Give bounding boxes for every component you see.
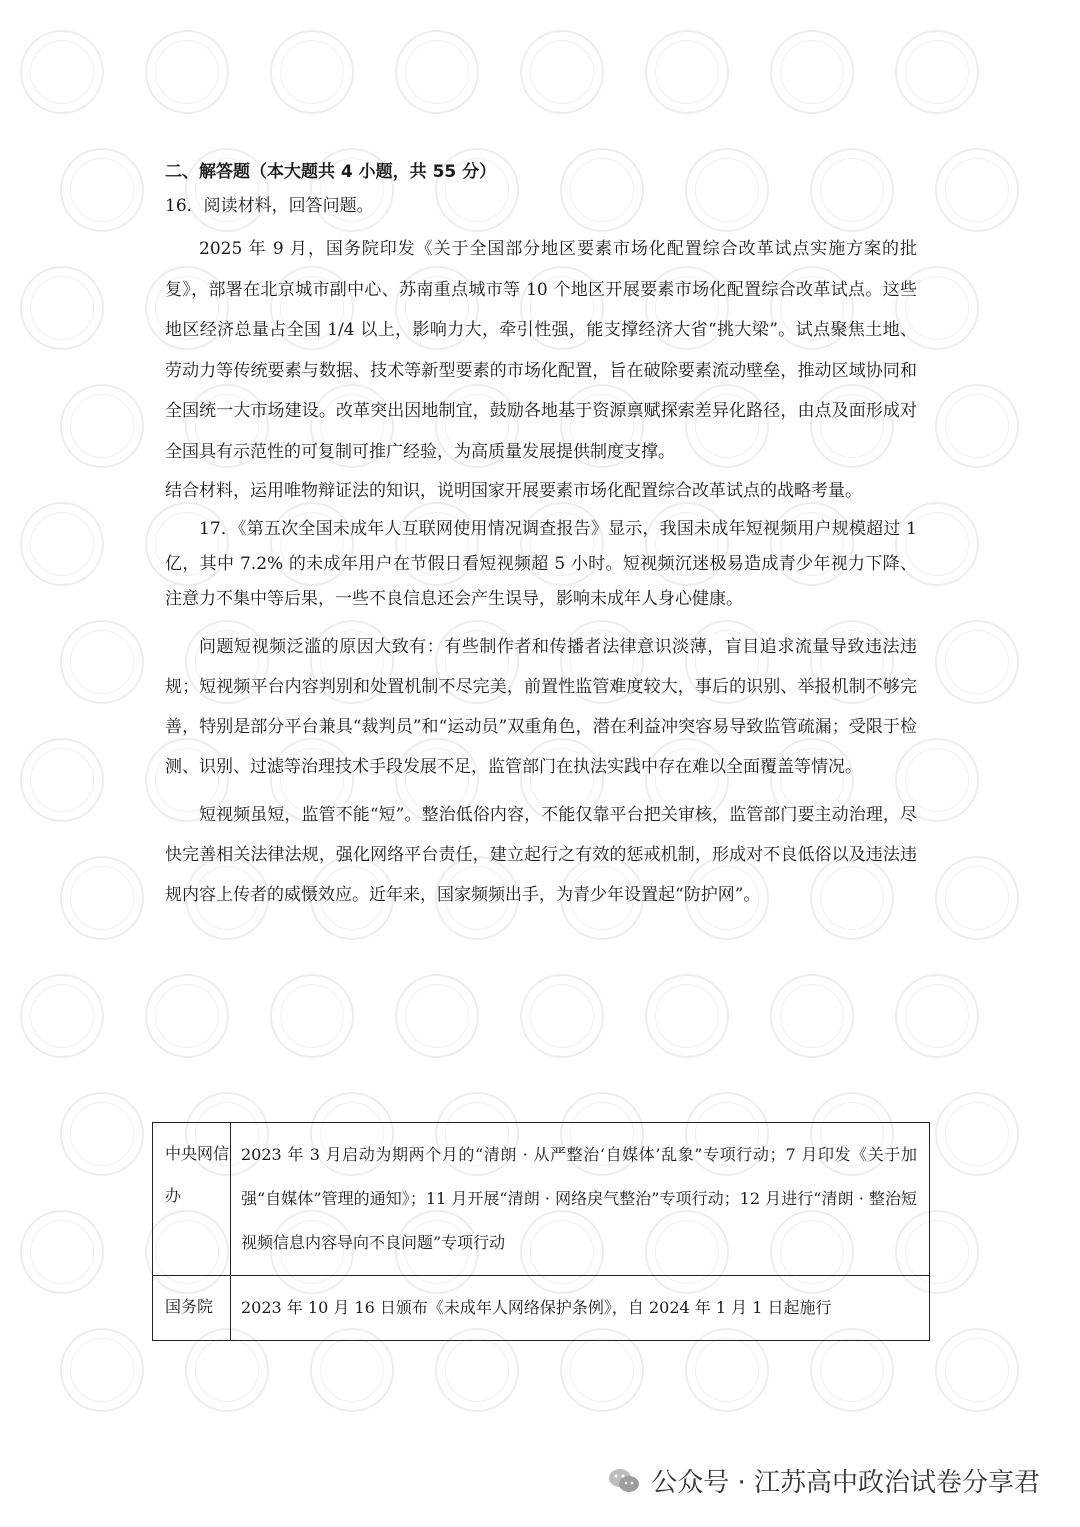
document-body <box>165 155 917 915</box>
question-16-prompt: 16．阅读材料，回答问题。 <box>165 196 374 216</box>
table-row <box>153 1276 929 1340</box>
watermark-seal <box>254 14 371 131</box>
watermark-seal <box>754 14 871 131</box>
watermark-seal <box>4 14 121 131</box>
watermark-seal <box>919 604 1036 721</box>
watermark-seal <box>44 368 161 485</box>
table-row-head: 中央网信办 <box>153 1123 231 1275</box>
watermark-seal <box>4 1194 121 1311</box>
watermark-seal <box>44 604 161 721</box>
watermark-seal <box>4 250 121 367</box>
question-17-material-1: 17．《第五次全国未成年人互联网使用情况调查报告》显示，我国未成年短视频用户规模超过 1 亿，其中 7.2% 的未成年用户在节假日看短视频超 5 小时。短视频沉迷极易造成青少年视力下降、注意力不集中等后果，一些不良信息还会产生误导，影响未成年人身心健康。 <box>165 519 917 609</box>
watermark-seal <box>129 958 246 1075</box>
watermark-seal <box>129 14 246 131</box>
watermark-seal <box>919 840 1036 957</box>
watermark-seal <box>879 14 996 131</box>
watermark-seal <box>629 958 746 1075</box>
watermark-seal <box>629 14 746 131</box>
watermark-seal <box>44 840 161 957</box>
watermark-seal <box>919 132 1036 249</box>
measures-table <box>152 1122 930 1341</box>
watermark-seal <box>879 958 996 1075</box>
table-row-body <box>231 1276 929 1340</box>
question-16-question: 结合材料，运用唯物辩证法的知识，说明国家开展要素市场化配置综合改革试点的战略考量。 <box>165 481 862 501</box>
table-row <box>153 1123 929 1276</box>
wechat-icon <box>607 1464 641 1498</box>
watermark-seal <box>504 958 621 1075</box>
watermark-seal <box>254 958 371 1075</box>
question-17-material-2: 问题短视频泛滥的原因大致有：有些制作者和传播者法律意识淡薄，盲目追求流量导致违法违规；短视频平台内容判别和处置机制不尽完美，前置性监管难度较大，事后的识别、举报机制不够完善，特别是部分平台兼具“裁判员”和“运动员”双重角色，潜在利益冲突容易导致监管疏漏；受限于检测、识别、过滤等治理技术手段发展不足，监管部门在执法实践中存在难以全面覆盖等情况。 <box>165 637 917 777</box>
watermark-seal <box>504 14 621 131</box>
watermark-seal <box>754 958 871 1075</box>
question-17-material-3: 短视频虽短，监管不能“短”。整治低俗内容，不能仅靠平台把关审核，监管部门要主动治理，尽快完善相关法律法规，强化网络平台责任，建立起行之有效的惩戒机制，形成对不良低俗以及违法违规内容上传者的威慑效应。近年来，国家频频出手，为青少年设置起“防护网”。 <box>165 805 917 905</box>
watermark-seal <box>4 722 121 839</box>
watermark-seal <box>919 1312 1036 1429</box>
section-title: 二、解答题（本大题共 4 小题，共 55 分） <box>165 162 497 182</box>
watermark-seal <box>44 1076 161 1193</box>
table-row-body-text: 2023 年 10 月 16 日颁布《未成年人网络保护条例》，自 2024 年 1 月 1 日起施行 <box>241 1298 832 1317</box>
table-row-body: 2023 年 3 月启动为期两个月的“清朗 · 从严整治‘自媒体’乱象”专项行动；7 月印发《关于加强“自媒体”管理的通知》；11 月开展“清朗 · 网络戾气整治”专项行动；12 月进行“清朗 · 整治短视频信息内容导向不良问题”专项行动 <box>241 1145 917 1252</box>
watermark-seal <box>44 132 161 249</box>
watermark-seal <box>919 1076 1036 1193</box>
watermark-seal <box>379 958 496 1075</box>
watermark-seal <box>4 486 121 603</box>
table-row-head: 国务院 <box>153 1276 231 1340</box>
footer-text: 公众号 · 江苏高中政治试卷分享君 <box>651 1468 1040 1498</box>
footer-attribution <box>607 1462 1040 1499</box>
question-16-material: 2025 年 9 月，国务院印发《关于全国部分地区要素市场化配置综合改革试点实施方案的批复》，部署在北京城市副中心、苏南重点城市等 10 个地区开展要素市场化配置综合改革试点。这些地区经济总量占全国 1/4 以上，影响力大，牵引性强，能支撑经济大省“挑大梁”。试点聚焦土地、劳动力等传统要素与数据、技术等新型要素的市场化配置，旨在破除要素流动壁垒，推动区域协同和全国统一大市场建设。改革突出因地制宜，鼓励各地基于资源禀赋探索差异化路径，由点及面形成对全国具有示范性的可复制可推广经验，为高质量发展提供制度支撑。 <box>165 239 917 462</box>
watermark-seal <box>379 14 496 131</box>
watermark-seal <box>44 1312 161 1429</box>
watermark-seal <box>919 368 1036 485</box>
watermark-seal <box>4 958 121 1075</box>
